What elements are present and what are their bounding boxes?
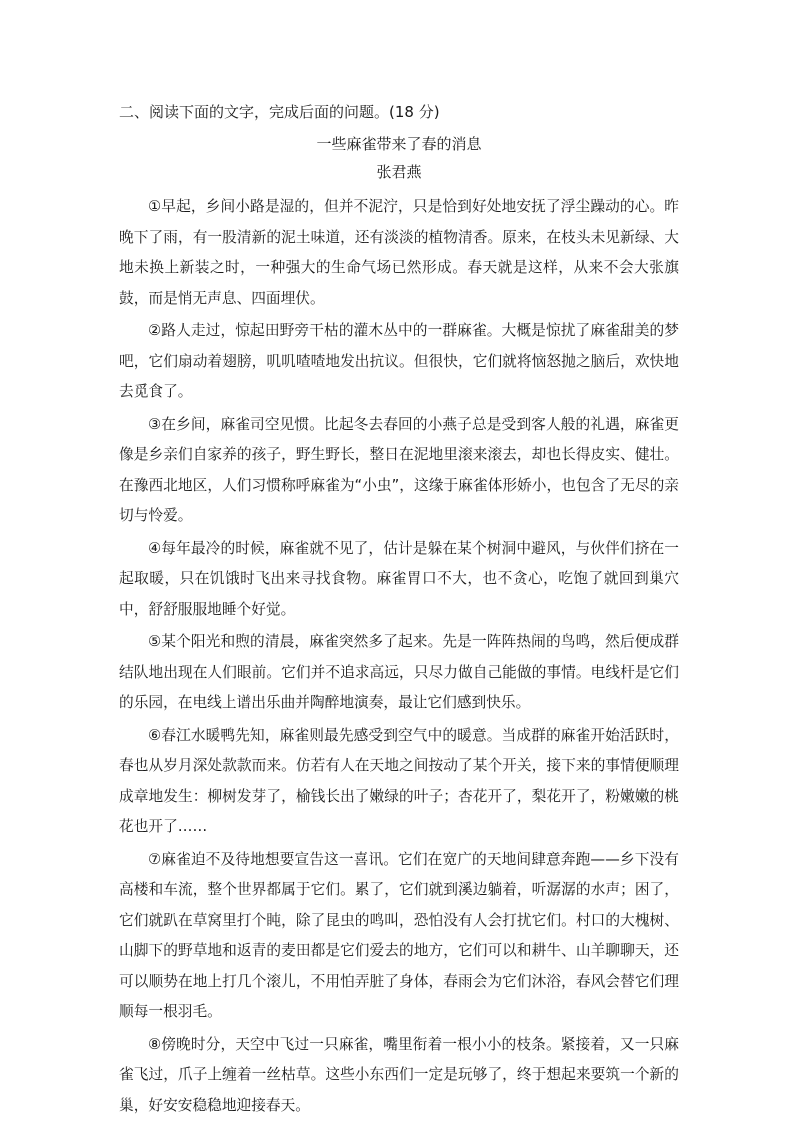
paragraph-1: ①早起，乡间小路是湿的，但并不泥泞，只是恰到好处地安抚了浮尘躁动的心。昨晚下了雨，有一股清新的泥土味道，还有淡淡的植物清香。原来，在枝头未见新绿、大地未换上新装之时，一种强大的生命气场已然形成。春天就是这样，从来不会大张旗鼓，而是悄无声息、四面埋伏。 <box>119 198 679 307</box>
document-page <box>119 98 679 1121</box>
paragraph-7: ⑦麻雀迫不及待地想要宣告这一喜讯。它们在宽广的天地间肆意奔跑——乡下没有高楼和车流，整个世界都属于它们。累了，它们就到溪边躺着，听潺潺的水声；困了，它们就趴在草窝里打个盹，除了昆虫的鸣叫，恐怕没有人会打扰它们。村口的大槐树、山脚下的野草地和返青的麦田都是它们爱去的地方，它们可以和耕牛、山羊聊聊天，还可以顺势在地上打几个滚儿，不用怕弄脏了身体，春雨会为它们沐浴，春风会替它们理顺每一根羽毛。 <box>119 850 679 1020</box>
question-header: 二、阅读下面的文字，完成后面的问题。(18 分) <box>119 103 440 121</box>
paragraph-4: ④每年最冷的时候，麻雀就不见了，估计是躲在某个树洞中避风，与伙伴们挤在一起取暖，只在饥饿时飞出来寻找食物。麻雀胃口不大，也不贪心，吃饱了就回到巢穴中，舒舒服服地睡个好觉。 <box>119 539 679 618</box>
article-author: 张君燕 <box>376 163 422 181</box>
paragraph-8: ⑧傍晚时分，天空中飞过一只麻雀，嘴里衔着一根小小的枝条。紧接着，又一只麻雀飞过，爪子上缠着一丝枯草。这些小东西们一定是玩够了，终于想起来要筑一个新的巢，好安安稳稳地迎接春天。 <box>119 1035 679 1114</box>
paragraph-6: ⑥春江水暖鸭先知，麻雀则最先感受到空气中的暖意。当成群的麻雀开始活跃时，春也从岁月深处款款而来。仿若有人在天地之间按动了某个开关，接下来的事情便顺理成章地发生：柳树发芽了，榆钱长出了嫩绿的叶子；杏花开了，梨花开了，粉嫩嫩的桃花也开了…… <box>119 726 679 835</box>
article-title: 一些麻雀带来了春的消息 <box>316 135 482 153</box>
paragraph-5: ⑤某个阳光和煦的清晨，麻雀突然多了起来。先是一阵阵热闹的鸟鸣，然后便成群结队地出现在人们眼前。它们并不追求高远，只尽力做自己能做的事情。电线杆是它们的乐园，在电线上谱出乐曲并陶醉地演奏，最让它们感到快乐。 <box>119 633 679 711</box>
paragraph-3: ③在乡间，麻雀司空见惯。比起冬去春回的小燕子总是受到客人般的礼遇，麻雀更像是乡亲们自家养的孩子，野生野长，整日在泥地里滚来滚去，却也长得皮实、健壮。在豫西北地区，人们习惯称呼麻雀为“小虫”，这缘于麻雀体形娇小，也包含了无尽的亲切与怜爱。 <box>119 415 679 524</box>
paragraph-2: ②路人走过，惊起田野旁干枯的灌木丛中的一群麻雀。大概是惊扰了麻雀甜美的梦吧，它们扇动着翅膀，叽叽喳喳地发出抗议。但很快，它们就将恼怒抛之脑后，欢快地去觅食了。 <box>119 322 679 400</box>
